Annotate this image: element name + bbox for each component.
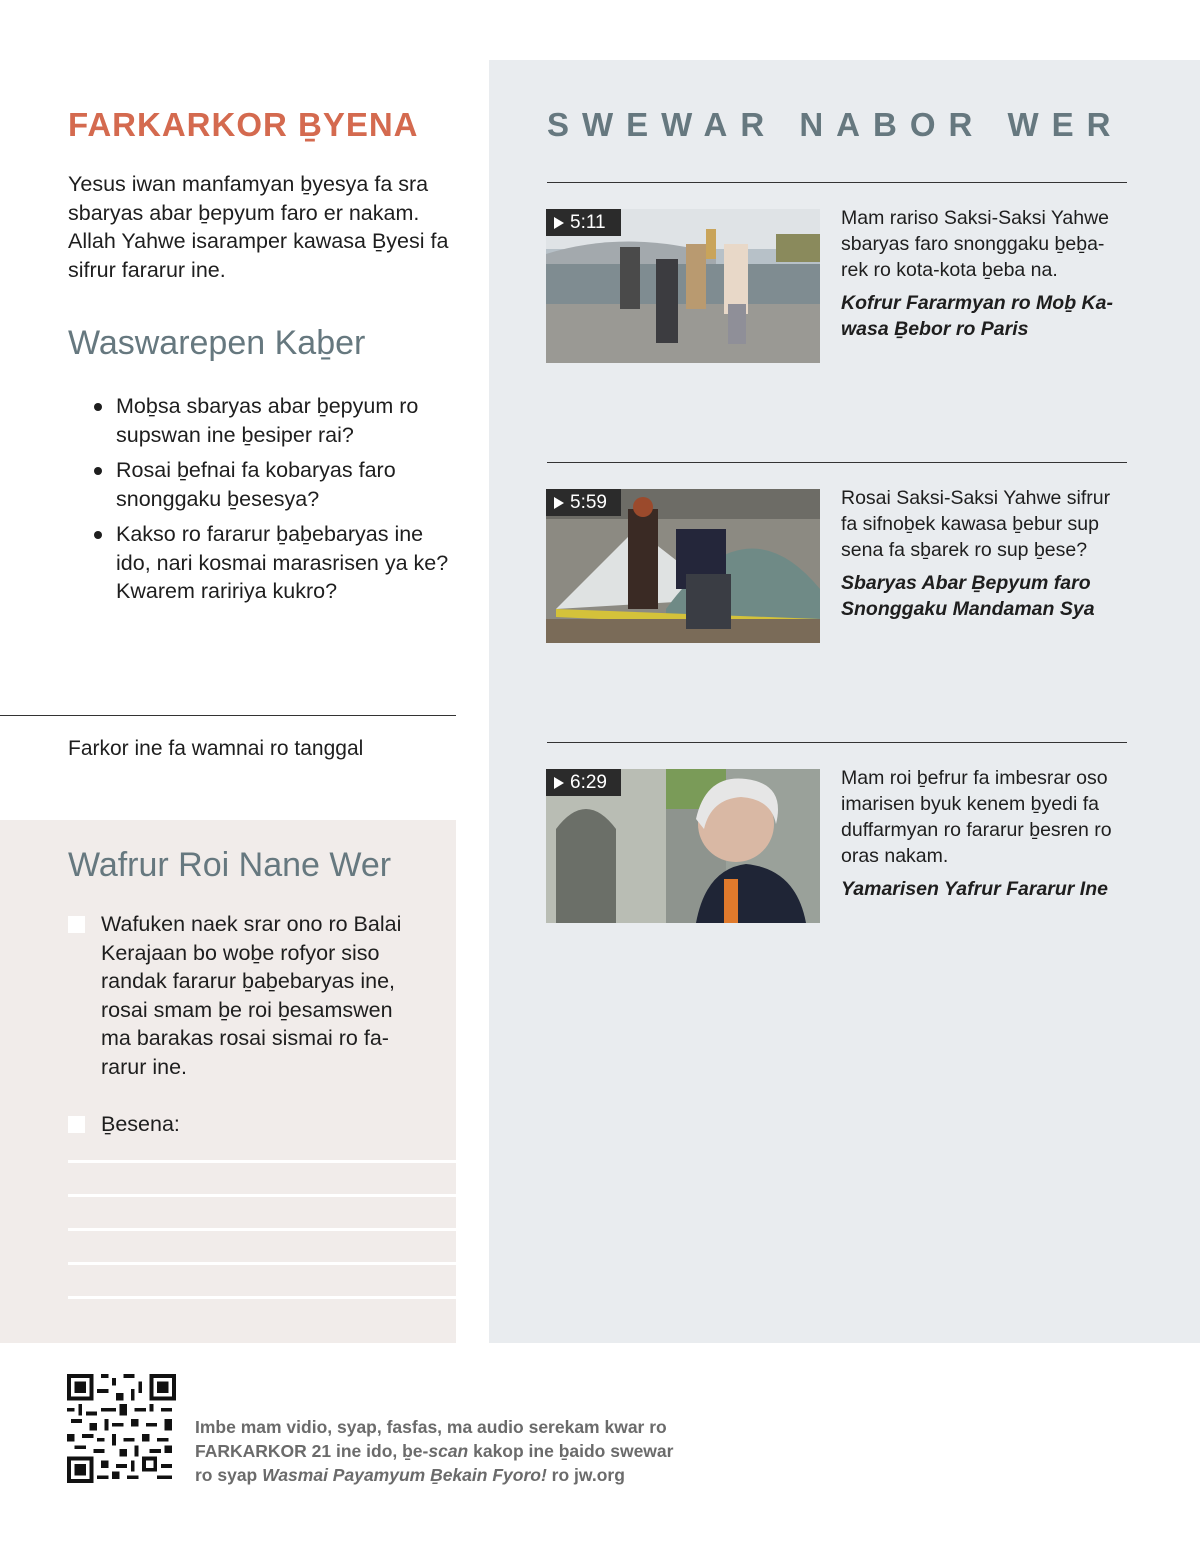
video-description: Rosai Saksi-Saksi Yahwe sifrur fa sifnoḇek kawasa ḇebur sup sena fa sḇarek ro sup ḇese? [841,487,1111,561]
review-question: Moḇsa sbaryas abar ḇepyum ro supswan ine ḇesiper rai? [92,392,452,449]
video-description: Mam rariso Saksi-Saksi Yahwe sbaryas faro snonggaku ḇeḇa-rek ro kota-kota ḇeba na. [841,207,1110,281]
see-more-title: SWEWAR NABOR WER [547,106,1124,143]
writing-line [68,1228,456,1231]
divider [547,462,1127,463]
review-questions [92,392,452,613]
summary-title: FARKARKOR ḆYENA [68,106,419,143]
video-duration: 5:11 [546,209,621,236]
writing-line [68,1262,456,1265]
divider [547,742,1127,743]
review-title: Waswarepen Kaḇer [68,324,366,362]
video-thumbnail[interactable] [546,209,820,363]
goal-text: Wafuken naek srar ono ro Balai Kerajaan bo woḇe rofyor siso randak fararur ḇaḇebaryas ine, rosai smam ḇe roi ḇesamswen ma barakas rosai sismai ro fa-rarur ine. [101,912,402,1079]
video-description: Mam roi ḇefrur fa imbesrar oso imarisen byuk kenem ḇyedi fa duffarmyan ro fararur ḇesren ro oras nakam. [841,767,1112,867]
date-label: Farkor ine fa wamnai ro tanggal [68,737,364,760]
divider [547,182,1127,183]
divider [0,715,456,716]
footer-text: Imbe mam vidio, syap, fasfas, ma audio serekam kwar ro FARKARKOR 21 ine ido, ḇe-scan kakop ine ḇaido swewar ro syap Wasmai Payamyum Ḇekain Fyoro! ro jw.org [195,1417,674,1485]
play-icon [554,217,564,229]
checkbox[interactable] [68,916,85,933]
review-question: Kakso ro fararur ḇaḇebaryas ine ido, nari kosmai marasrisen ya ke? Kwarem raririya kukro? [92,520,452,606]
summary-text: Yesus iwan manfamyan ḇyesya fa sra sbaryas abar ḇepyum faro er nakam. Allah Yahwe isaramper kawasa Ḇyesi fa sifrur fararur ine. [68,172,449,282]
video-duration: 5:59 [546,489,621,516]
video-thumbnail[interactable] [546,769,820,923]
goal-item [68,910,428,1081]
play-icon [554,497,564,509]
checkbox[interactable] [68,1116,85,1133]
writing-line [68,1296,456,1299]
video-title[interactable]: Sbaryas Abar Ḇepyum faro Snonggaku Mandaman Sya [841,572,1095,620]
review-question: Rosai ḇefnai fa kobaryas faro snonggaku ḇesesya? [92,456,452,513]
goals-box [0,820,456,1343]
writing-line [68,1160,456,1163]
qr-code-icon[interactable] [67,1374,176,1483]
video-title[interactable]: Kofrur Fararmyan ro Moḇ Ka-wasa Ḇebor ro Paris [841,292,1113,340]
video-title[interactable]: Yamarisen Yafrur Fararur Ine [841,878,1108,900]
video-duration: 6:29 [546,769,621,796]
goals-title: Wafrur Roi Nane Wer [68,846,392,884]
goal-text: Ḇesena: [101,1112,180,1136]
writing-line [68,1194,456,1197]
goal-item [68,1110,428,1139]
play-icon [554,777,564,789]
video-thumbnail[interactable] [546,489,820,643]
